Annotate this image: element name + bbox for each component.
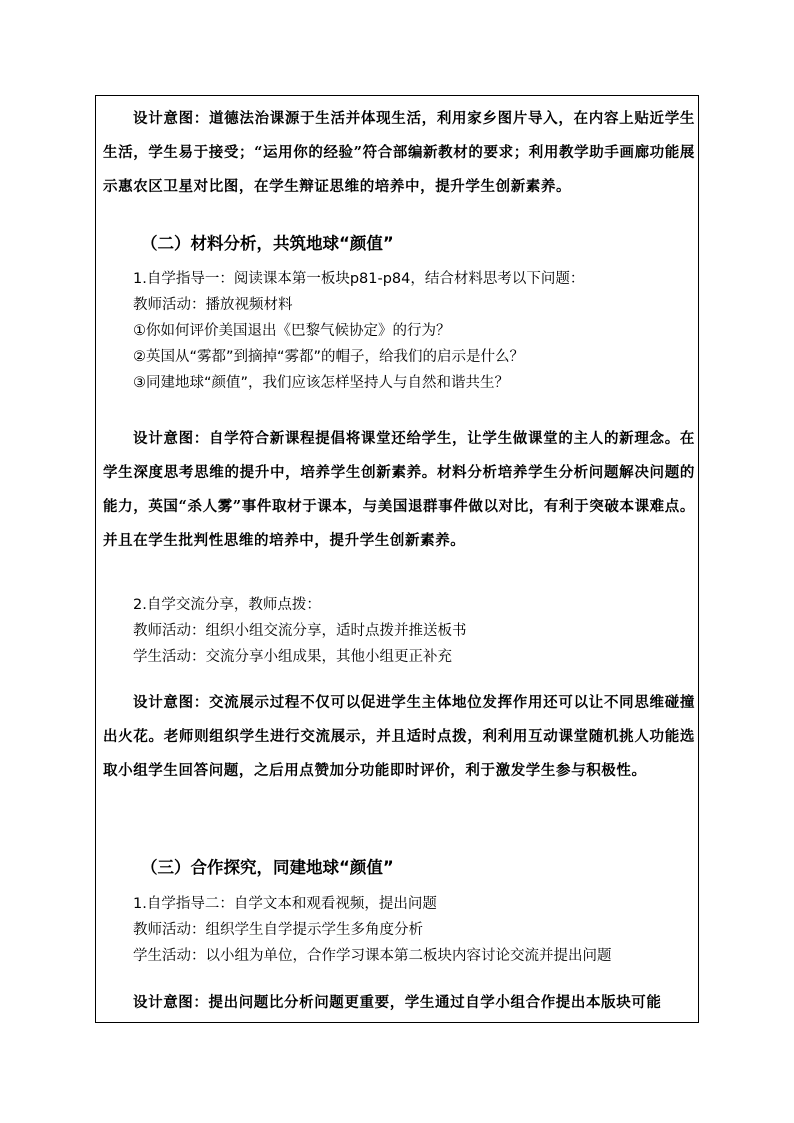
student-activity-2: 学生活动：交流分享小组成果，其他小组更正补充 xyxy=(133,649,452,665)
design-intent-label: 设计意图： xyxy=(133,430,209,447)
section-heading-3: （三）合作探究，同建地球“颜值” xyxy=(141,858,394,877)
guide-2: 2.自学交流分享，教师点拨： xyxy=(133,597,321,613)
design-intent-label: 设计意图： xyxy=(133,694,209,711)
design-intent-2 xyxy=(103,422,695,558)
design-intent-text: 道德法治课源于生活并体现生活，利用家乡图片导入，在内容上贴近学生生活，学生易于接受；“运用你的经验”符合部编新教材的要求；利用教学助手画廊功能展示惠农区卫星对比图，在学生辩证思维的培养中，提升学生创新素养。 xyxy=(103,110,696,195)
teacher-activity-2: 教师活动：组织小组交流分享，适时点拨并推送板书 xyxy=(133,623,467,639)
design-intent-text: 提出问题比分析问题更重要，学生通过自学小组合作提出本版块可能 xyxy=(208,994,662,1011)
teacher-activity-1: 教师活动：播放视频材料 xyxy=(133,297,293,313)
design-intent-text: 自学符合新课程提倡将课堂还给学生，让学生做课堂的主人的新理念。在学生深度思考思维的提升中，培养学生创新素养。材料分析培养学生分析问题解决问题的能力，英国“杀人雾”事件取材于课本，与美国退群事件做以对比，有利于突破本课难点。并且在学生批判性思维的培养中，提升学生创新素养。 xyxy=(103,430,696,549)
guide-1: 1.自学指导一：阅读课本第一板块p81-p84，结合材料思考以下问题： xyxy=(133,271,585,287)
design-intent-text: 交流展示过程不仅可以促进学生主体地位发挥作用还可以让不同思维碰撞出火花。老师则组织学生进行交流展示，并且适时点拨，利利用互动课堂随机挑人功能选取小组学生回答问题，之后用点赞加分功能即时评价，利于激发学生参与积极性。 xyxy=(103,694,696,779)
design-intent-intro xyxy=(103,102,695,204)
section-heading-2: （二）材料分析，共筑地球“颜值” xyxy=(141,234,394,253)
question-1: ①你如何评价美国退出《巴黎气候协定》的行为？ xyxy=(133,323,451,339)
student-activity-3: 学生活动：以小组为单位，合作学习课本第二板块内容讨论交流并提出问题 xyxy=(133,948,612,964)
question-2: ②英国从“雾都”到摘掉“雾都”的帽子，给我们的启示是什么？ xyxy=(133,349,525,365)
design-intent-label: 设计意图： xyxy=(133,994,209,1011)
design-intent-3 xyxy=(103,686,695,788)
design-intent-label: 设计意图： xyxy=(133,110,209,127)
design-intent-4 xyxy=(103,986,695,1020)
guide-3: 1.自学指导二：自学文本和观看视频，提出问题 xyxy=(133,896,437,912)
teacher-activity-3: 教师活动：组织学生自学提示学生多角度分析 xyxy=(133,922,423,938)
question-3: ③同建地球“颜值”，我们应该怎样坚持人与自然和谐共生？ xyxy=(133,375,510,391)
